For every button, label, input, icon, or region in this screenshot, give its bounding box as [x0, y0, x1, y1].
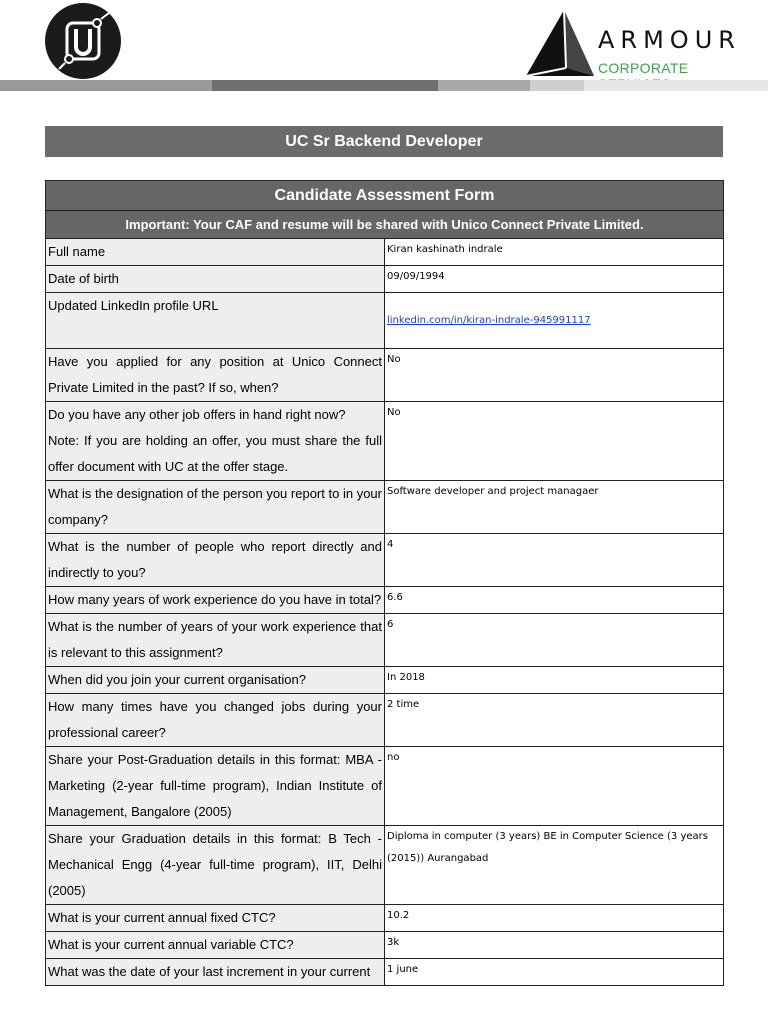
- table-row: [46, 747, 724, 826]
- question-cell: What is the designation of the person you report to in your company?: [46, 481, 385, 534]
- question-cell: [46, 402, 385, 481]
- question-text: Do you have any other job offers in hand right now?: [48, 407, 346, 422]
- unico-connect-logo-icon: [45, 3, 121, 79]
- question-cell: What is your current annual variable CTC?: [46, 932, 385, 959]
- table-row: [46, 239, 724, 266]
- question-cell: Have you applied for any position at Unico Connect Private Limited in the past? If so, when?: [46, 349, 385, 402]
- table-row: [46, 402, 724, 481]
- question-cell: Share your Graduation details in this format: B Tech - Mechanical Engg (4-year full-time program), IIT, Delhi (2005): [46, 826, 385, 905]
- table-row: [46, 959, 724, 986]
- table-row: [46, 266, 724, 293]
- answer-cell: In 2018: [385, 667, 724, 694]
- answer-cell: 09/09/1994: [385, 266, 724, 293]
- table-row: [46, 534, 724, 587]
- answer-cell: Software developer and project managaer: [385, 481, 724, 534]
- answer-cell: 4: [385, 534, 724, 587]
- form-notice: Important: Your CAF and resume will be shared with Unico Connect Private Limited.: [46, 211, 724, 239]
- question-cell: What was the date of your last increment in your current: [46, 959, 385, 986]
- position-title-banner: UC Sr Backend Developer: [45, 126, 723, 157]
- table-row: [46, 293, 724, 349]
- table-row: [46, 614, 724, 667]
- header-stripe: [0, 80, 212, 91]
- header-stripe: [530, 80, 584, 91]
- answer-cell: No: [385, 402, 724, 481]
- answer-cell: 1 june: [385, 959, 724, 986]
- answer-cell: Kiran kashinath indrale: [385, 239, 724, 266]
- brand-tagline: CORPORATE: [598, 60, 689, 76]
- answer-cell: 2 time: [385, 694, 724, 747]
- armour-triangle-icon: [522, 8, 598, 80]
- answer-cell: 10.2: [385, 905, 724, 932]
- answer-cell: No: [385, 349, 724, 402]
- answer-cell: 6.6: [385, 587, 724, 614]
- question-cell: What is the number of years of your work experience that is relevant to this assignment?: [46, 614, 385, 667]
- form-title: Candidate Assessment Form: [46, 181, 724, 211]
- question-cell: What is the number of people who report directly and indirectly to you?: [46, 534, 385, 587]
- table-row: [46, 932, 724, 959]
- question-cell: How many times have you changed jobs during your professional career?: [46, 694, 385, 747]
- question-cell: Full name: [46, 239, 385, 266]
- answer-cell: 6: [385, 614, 724, 667]
- table-row: [46, 667, 724, 694]
- header-stripe: [584, 80, 768, 91]
- table-row: [46, 481, 724, 534]
- header-stripe: [212, 80, 438, 91]
- answer-cell: no: [385, 747, 724, 826]
- question-cell: How many years of work experience do you have in total?: [46, 587, 385, 614]
- answer-cell: [385, 293, 724, 349]
- question-cell: Updated LinkedIn profile URL: [46, 293, 385, 349]
- logo-mark: [45, 3, 121, 79]
- linkedin-link[interactable]: linkedin.com/in/kiran-indrale-945991117: [387, 314, 591, 326]
- answer-cell: Diploma in computer (3 years) BE in Computer Science (3 years (2015)) Aurangabad: [385, 826, 724, 905]
- header-stripe: [438, 80, 530, 91]
- table-row: [46, 694, 724, 747]
- table-row: [46, 826, 724, 905]
- question-cell: Share your Post-Graduation details in this format: MBA - Marketing (2-year full-time program), Indian Institute of Management, Bangalore (2005): [46, 747, 385, 826]
- assessment-form-table: [45, 180, 724, 986]
- question-cell: What is your current annual fixed CTC?: [46, 905, 385, 932]
- table-row: [46, 587, 724, 614]
- form-notice-row: [46, 211, 724, 239]
- table-row: [46, 349, 724, 402]
- answer-cell: 3k: [385, 932, 724, 959]
- brand-name: ARMOUR: [598, 26, 741, 54]
- question-cell: When did you join your current organisation?: [46, 667, 385, 694]
- question-note: Note: If you are holding an offer, you must share the full offer document with UC at the offer stage.: [48, 433, 382, 474]
- form-title-row: [46, 181, 724, 211]
- armour-logo: [522, 8, 752, 80]
- table-row: [46, 905, 724, 932]
- question-cell: Date of birth: [46, 266, 385, 293]
